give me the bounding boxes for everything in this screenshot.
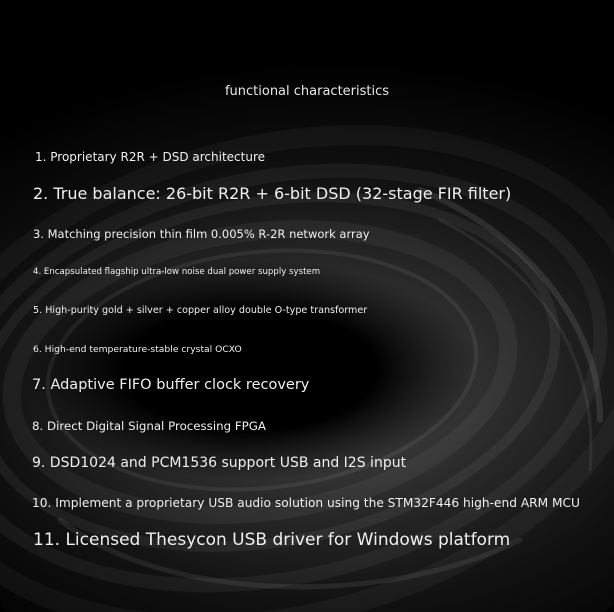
feature-item-8: 8. Direct Digital Signal Processing FPGA <box>32 419 266 433</box>
feature-item-6: 6. High-end temperature-stable crystal OCXO <box>33 344 242 355</box>
feature-item-10: 10. Implement a proprietary USB audio solution using the STM32F446 high-end ARM MCU <box>32 496 580 510</box>
feature-item-2: 2. True balance: 26-bit R2R + 6-bit DSD (32-stage FIR filter) <box>33 184 512 203</box>
feature-item-11: 11. Licensed Thesycon USB driver for Windows platform <box>33 530 511 550</box>
feature-item-9: 9. DSD1024 and PCM1536 support USB and I2S input <box>32 455 407 471</box>
feature-item-7: 7. Adaptive FIFO buffer clock recovery <box>32 377 310 393</box>
page-title: functional characteristics <box>224 84 390 99</box>
feature-item-3: 3. Matching precision thin film 0.005% R-2R network array <box>33 227 370 241</box>
feature-item-1: 1. Proprietary R2R + DSD architecture <box>35 150 265 164</box>
feature-item-5: 5. High-purity gold + silver + copper alloy double O-type transformer <box>33 305 368 316</box>
feature-item-4: 4. Encapsulated flagship ultra-low noise dual power supply system <box>33 267 321 277</box>
